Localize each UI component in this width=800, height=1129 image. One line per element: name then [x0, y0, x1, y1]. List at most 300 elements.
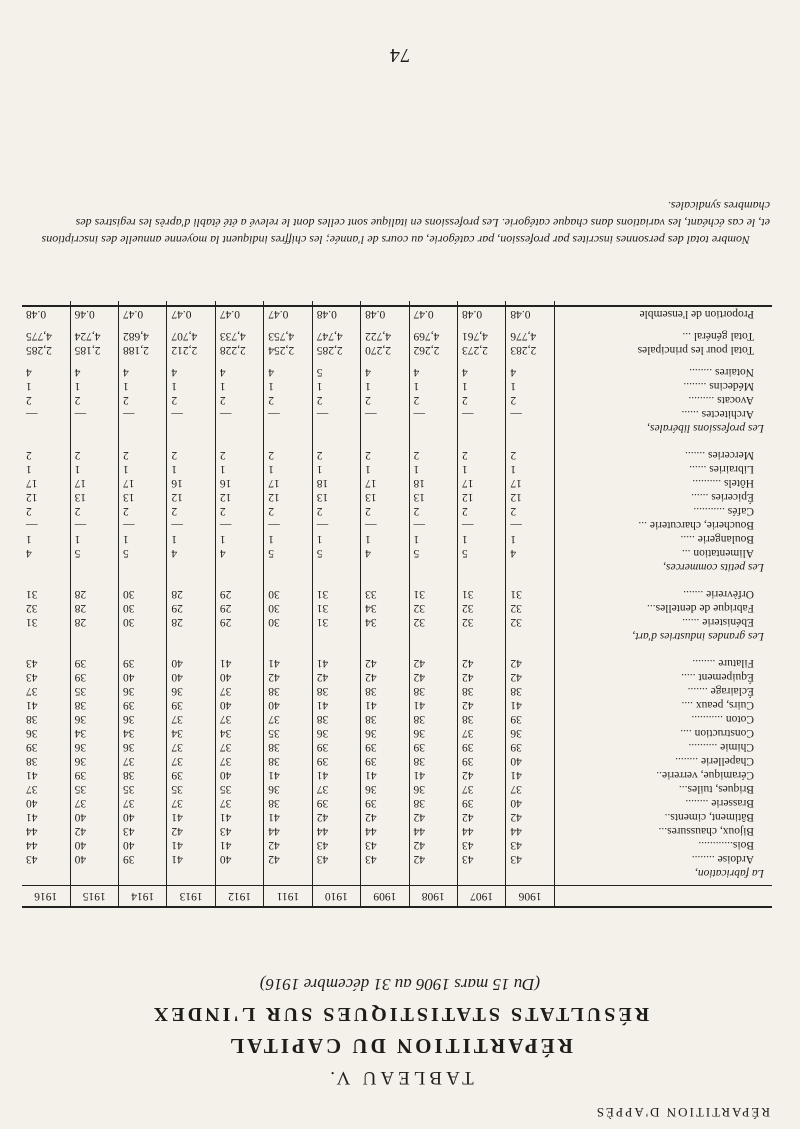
table-cell — [119, 440, 167, 448]
table-cell: 41 — [22, 698, 70, 712]
table-cell: 41 — [167, 838, 215, 852]
table-cell: 43 — [119, 824, 167, 838]
table-cell — [506, 866, 554, 886]
table-row — [22, 587, 772, 601]
table-cell: 4 — [70, 365, 118, 379]
table-cell — [264, 421, 312, 440]
table-cell: 32 — [506, 615, 554, 629]
table-cell: 5 — [119, 546, 167, 560]
table-cell: — — [506, 407, 554, 421]
table-cell: 2 — [167, 504, 215, 518]
table-cell: 32 — [457, 615, 505, 629]
table-cell: 1 — [361, 532, 409, 546]
table-cell: 42 — [506, 810, 554, 824]
table-cell: 13 — [119, 490, 167, 504]
table-cell: 38 — [312, 684, 360, 698]
table-cell: 40 — [506, 754, 554, 768]
table-cell: 1 — [361, 462, 409, 476]
table-cell: 37 — [167, 712, 215, 726]
table-cell: 37 — [215, 684, 263, 698]
table-cell: 2 — [22, 393, 70, 407]
table-cell: 37 — [457, 726, 505, 740]
table-cell: 1 — [361, 379, 409, 393]
table-cell: 39 — [361, 796, 409, 810]
table-cell: 38 — [312, 712, 360, 726]
table-cell — [361, 648, 409, 656]
table-cell: 2 — [22, 448, 70, 462]
table-cell: 36 — [264, 782, 312, 796]
table-cell: 1 — [506, 462, 554, 476]
table-cell: 40 — [264, 698, 312, 712]
table-cell: 12 — [264, 490, 312, 504]
table-cell: 0.48 — [506, 306, 554, 321]
table-cell — [70, 321, 118, 329]
table-cell: 30 — [119, 587, 167, 601]
table-cell: 0.48 — [361, 306, 409, 321]
table-cell — [22, 421, 70, 440]
table-cell: — — [409, 407, 457, 421]
table-cell: 28 — [167, 587, 215, 601]
table-cell: 37 — [119, 754, 167, 768]
table-cell: 30 — [119, 601, 167, 615]
table-cell: 44 — [457, 824, 505, 838]
table-cell — [215, 866, 263, 886]
table-cell — [457, 866, 505, 886]
table-cell — [361, 321, 409, 329]
table-row — [22, 440, 772, 448]
table-cell: 29 — [215, 615, 263, 629]
table-cell: 40 — [506, 796, 554, 810]
table-cell: 31 — [312, 587, 360, 601]
table-cell: 1 — [167, 532, 215, 546]
table-cell: 12 — [22, 490, 70, 504]
table-cell: 12 — [167, 490, 215, 504]
row-label: Alimentation ... — [681, 547, 754, 559]
table-cell — [312, 648, 360, 656]
table-cell: 41 — [167, 852, 215, 866]
table-row — [22, 601, 772, 615]
table-cell: 37 — [22, 684, 70, 698]
table-row — [22, 379, 772, 393]
table-cell — [506, 579, 554, 587]
table-cell: 4 — [457, 365, 505, 379]
table-cell — [167, 648, 215, 656]
table-cell: 0.48 — [22, 306, 70, 321]
table-row — [22, 810, 772, 824]
table-cell: 4,769 — [409, 329, 457, 343]
table-cell: 31 — [457, 587, 505, 601]
table-cell — [22, 579, 70, 587]
table-cell: 1 — [22, 462, 70, 476]
table-cell — [22, 321, 70, 329]
table-cell: 29 — [215, 601, 263, 615]
table-cell: 39 — [70, 670, 118, 684]
table-cell: 1 — [119, 462, 167, 476]
table-row — [22, 740, 772, 754]
table-row — [22, 615, 772, 629]
table-cell: — — [312, 518, 360, 532]
table-cell — [312, 560, 360, 579]
table-cell: — — [119, 407, 167, 421]
table-cell: 12 — [506, 490, 554, 504]
table-cell: 35 — [264, 726, 312, 740]
table-cell: 42 — [70, 824, 118, 838]
table-cell: 1 — [312, 532, 360, 546]
table-cell: 39 — [361, 754, 409, 768]
table-cell: 38 — [409, 684, 457, 698]
table-cell — [457, 421, 505, 440]
table-cell: 4,682 — [119, 329, 167, 343]
table-cell: 43 — [506, 838, 554, 852]
table-cell — [215, 357, 263, 365]
table-cell: 36 — [119, 712, 167, 726]
table-cell — [312, 421, 360, 440]
table-cell — [167, 421, 215, 440]
table-cell: 38 — [457, 684, 505, 698]
table-cell: 2 — [70, 504, 118, 518]
table-cell — [167, 560, 215, 579]
table-cell: 17 — [22, 476, 70, 490]
table-cell: — — [457, 518, 505, 532]
table-cell: 41 — [264, 656, 312, 670]
table-cell — [506, 321, 554, 329]
row-label: Filature ........ — [692, 657, 754, 669]
table-cell: 43 — [457, 852, 505, 866]
table-cell — [22, 866, 70, 886]
table-cell: 4,707 — [167, 329, 215, 343]
table-body — [22, 306, 772, 886]
table-row — [22, 532, 772, 546]
table-row — [22, 365, 772, 379]
table-row — [22, 852, 772, 866]
table-cell — [457, 321, 505, 329]
table-cell — [361, 357, 409, 365]
table-cell: 1 — [22, 532, 70, 546]
table-cell: 42 — [457, 670, 505, 684]
table-cell: 40 — [119, 810, 167, 824]
table-row — [22, 321, 772, 329]
table-cell: 2 — [167, 448, 215, 462]
row-label: Coton ........... — [691, 713, 754, 725]
table-cell: 2 — [312, 448, 360, 462]
table-cell: 4,761 — [457, 329, 505, 343]
table-cell — [506, 648, 554, 656]
date-range: (Du 15 mars 1906 au 31 décembre 1916) — [259, 975, 541, 994]
table-cell: 1 — [215, 379, 263, 393]
table-cell: 35 — [215, 782, 263, 796]
table-cell: 2 — [506, 504, 554, 518]
table-cell: 4 — [119, 365, 167, 379]
table-cell: 18 — [409, 476, 457, 490]
table-cell: 41 — [312, 768, 360, 782]
row-label — [554, 440, 772, 448]
table-cell — [119, 579, 167, 587]
table-cell: 38 — [70, 698, 118, 712]
table-cell: 37 — [167, 796, 215, 810]
table-cell — [409, 579, 457, 587]
table-cell: 1 — [70, 532, 118, 546]
table-cell: 41 — [409, 768, 457, 782]
table-row — [22, 560, 772, 579]
table-cell: 37 — [215, 740, 263, 754]
table-row — [22, 712, 772, 726]
row-label: Merceries ....... — [685, 449, 754, 461]
table-cell: 4 — [22, 546, 70, 560]
table-cell — [457, 579, 505, 587]
table-cell: — — [361, 518, 409, 532]
table-cell — [215, 440, 263, 448]
table-cell — [167, 357, 215, 365]
table-cell: 38 — [409, 796, 457, 810]
table-cell: 2 — [457, 448, 505, 462]
table-cell: 42 — [361, 810, 409, 824]
table-cell: 1 — [312, 462, 360, 476]
year-column-header: 1911 — [264, 886, 312, 908]
table-cell: 1 — [215, 532, 263, 546]
row-label: Ardoise ........ — [691, 853, 754, 865]
table-cell — [409, 866, 457, 886]
table-cell — [215, 648, 263, 656]
table-cell: 36 — [22, 726, 70, 740]
table-cell — [70, 440, 118, 448]
table-cell: 41 — [215, 810, 263, 824]
table-cell: 39 — [22, 740, 70, 754]
table-cell: 2 — [22, 504, 70, 518]
row-label: Les petits commerces, — [663, 561, 764, 573]
table-cell: — — [70, 518, 118, 532]
table-cell: 41 — [264, 810, 312, 824]
table-cell: 2 — [264, 504, 312, 518]
table-cell: 12 — [457, 490, 505, 504]
statistics-table — [22, 301, 772, 908]
table-row — [22, 393, 772, 407]
table-cell: 4,747 — [312, 329, 360, 343]
table-cell: 4 — [215, 546, 263, 560]
row-label: Ebénisterie ...... — [682, 616, 754, 628]
table-cell — [409, 648, 457, 656]
table-cell: 2,285 — [312, 343, 360, 357]
row-label — [554, 321, 772, 329]
year-column-header: 1910 — [312, 886, 360, 908]
table-cell — [457, 357, 505, 365]
table-cell: 1 — [264, 379, 312, 393]
table-cell — [22, 629, 70, 648]
table-cell: 41 — [361, 768, 409, 782]
table-cell: 40 — [215, 768, 263, 782]
table-cell: 1 — [506, 532, 554, 546]
table-cell: 43 — [215, 824, 263, 838]
row-label: La fabrication, — [694, 867, 764, 879]
table-cell: 2 — [409, 393, 457, 407]
table-title: RÉPARTITION DU CAPITAL — [227, 1034, 573, 1058]
table-cell: 41 — [312, 656, 360, 670]
table-cell — [264, 866, 312, 886]
table-cell: 42 — [409, 838, 457, 852]
table-cell: 41 — [506, 698, 554, 712]
table-cell: 5 — [409, 546, 457, 560]
table-cell: 37 — [22, 782, 70, 796]
table-header-row — [22, 886, 772, 908]
table-cell: 17 — [361, 476, 409, 490]
table-cell: 41 — [264, 768, 312, 782]
table-row — [22, 754, 772, 768]
table-cell: 31 — [312, 615, 360, 629]
table-cell: 2 — [70, 448, 118, 462]
table-cell: 40 — [167, 670, 215, 684]
table-cell: 42 — [457, 656, 505, 670]
table-cell: 38 — [119, 768, 167, 782]
table-cell — [312, 866, 360, 886]
table-cell — [506, 421, 554, 440]
table-cell: 17 — [70, 476, 118, 490]
table-cell: 2 — [167, 393, 215, 407]
table-cell: 12 — [215, 490, 263, 504]
table-cell: 32 — [409, 615, 457, 629]
row-label: Cafés ........... — [693, 505, 754, 517]
row-label: Céramique, verrerie.. — [656, 769, 754, 781]
row-label: Chapellerie ........ — [675, 755, 754, 767]
table-cell: 37 — [215, 754, 263, 768]
table-cell: 13 — [70, 490, 118, 504]
table-row — [22, 407, 772, 421]
table-cell — [312, 321, 360, 329]
table-cell — [167, 629, 215, 648]
table-cell: 2 — [506, 393, 554, 407]
table-cell: 31 — [22, 587, 70, 601]
table-cell: 36 — [119, 684, 167, 698]
table-cell: 4 — [361, 546, 409, 560]
table-cell: 36 — [167, 684, 215, 698]
table-cell — [167, 321, 215, 329]
table-cell: 34 — [361, 615, 409, 629]
table-cell — [361, 866, 409, 886]
row-label: Équipement ..... — [681, 671, 754, 683]
table-cell: 41 — [22, 768, 70, 782]
table-cell: 0.48 — [312, 306, 360, 321]
table-cell: 42 — [457, 698, 505, 712]
table-cell: 2,228 — [215, 343, 263, 357]
row-label: Bijoux, chaussures... — [658, 825, 754, 837]
table-cell: 38 — [457, 712, 505, 726]
table-cell: 41 — [409, 698, 457, 712]
table-cell — [264, 648, 312, 656]
table-cell — [264, 440, 312, 448]
table-cell — [70, 579, 118, 587]
table-cell — [361, 560, 409, 579]
table-cell: 31 — [22, 615, 70, 629]
table-cell: 30 — [264, 615, 312, 629]
table-cell: 34 — [167, 726, 215, 740]
table-cell: 36 — [312, 726, 360, 740]
table-row — [22, 306, 772, 321]
table-cell: — — [457, 407, 505, 421]
table-cell: 36 — [70, 712, 118, 726]
table-cell: 43 — [506, 852, 554, 866]
table-cell: 4 — [215, 365, 263, 379]
table-cell — [264, 629, 312, 648]
table-cell: 32 — [457, 601, 505, 615]
table-cell — [506, 629, 554, 648]
label-column-header — [554, 886, 772, 908]
table-cell: 2,262 — [409, 343, 457, 357]
table-cell: 36 — [506, 726, 554, 740]
table-cell: 40 — [167, 656, 215, 670]
table-cell: 1 — [264, 462, 312, 476]
table-cell: 30 — [264, 587, 312, 601]
table-cell — [409, 321, 457, 329]
table-cell: 36 — [361, 782, 409, 796]
table-cell: 4 — [264, 365, 312, 379]
table-cell: 31 — [409, 587, 457, 601]
table-cell: 1 — [119, 532, 167, 546]
table-cell: 39 — [119, 852, 167, 866]
year-column-header: 1907 — [457, 886, 505, 908]
table-cell: 37 — [167, 740, 215, 754]
table-cell: 1 — [70, 462, 118, 476]
table-cell — [215, 421, 263, 440]
table-cell: 36 — [70, 754, 118, 768]
table-cell — [70, 648, 118, 656]
year-column-header: 1914 — [119, 886, 167, 908]
table-cell: 2 — [119, 393, 167, 407]
table-row — [22, 656, 772, 670]
table-cell: 2,273 — [457, 343, 505, 357]
table-cell: 42 — [457, 810, 505, 824]
table-row — [22, 684, 772, 698]
table-cell: 39 — [361, 740, 409, 754]
table-cell: 2,285 — [22, 343, 70, 357]
table-cell — [409, 440, 457, 448]
table-cell: 40 — [119, 670, 167, 684]
table-cell: 41 — [215, 656, 263, 670]
table-row — [22, 343, 772, 357]
table-cell — [70, 629, 118, 648]
table-cell: 2 — [70, 393, 118, 407]
table-row — [22, 357, 772, 365]
table-cell — [506, 440, 554, 448]
table-cell: 1 — [457, 379, 505, 393]
table-cell: 2 — [312, 393, 360, 407]
table-cell: 42 — [409, 810, 457, 824]
table-cell: 4,776 — [506, 329, 554, 343]
table-cell: 16 — [167, 476, 215, 490]
table-cell: 42 — [167, 824, 215, 838]
table-cell: — — [264, 407, 312, 421]
table-cell: 1 — [22, 379, 70, 393]
row-label: Boulangerie ..... — [680, 533, 754, 545]
table-cell: 39 — [506, 712, 554, 726]
table-cell: 28 — [70, 587, 118, 601]
table-cell: 30 — [119, 615, 167, 629]
table-cell: 4,753 — [264, 329, 312, 343]
table-cell: 2 — [506, 448, 554, 462]
table-cell — [70, 560, 118, 579]
table-cell: 42 — [361, 670, 409, 684]
table-cell: 4,733 — [215, 329, 263, 343]
table-cell — [119, 560, 167, 579]
table-cell: — — [70, 407, 118, 421]
table-cell: 36 — [70, 740, 118, 754]
table-cell: 38 — [409, 754, 457, 768]
table-cell: 1 — [409, 462, 457, 476]
table-cell: 36 — [119, 740, 167, 754]
page-number: 74 — [390, 44, 410, 66]
table-cell: 43 — [22, 852, 70, 866]
table-cell: 39 — [457, 796, 505, 810]
table-cell: 35 — [167, 782, 215, 796]
table-cell — [119, 321, 167, 329]
row-label: Hôtels .......... — [692, 477, 754, 489]
